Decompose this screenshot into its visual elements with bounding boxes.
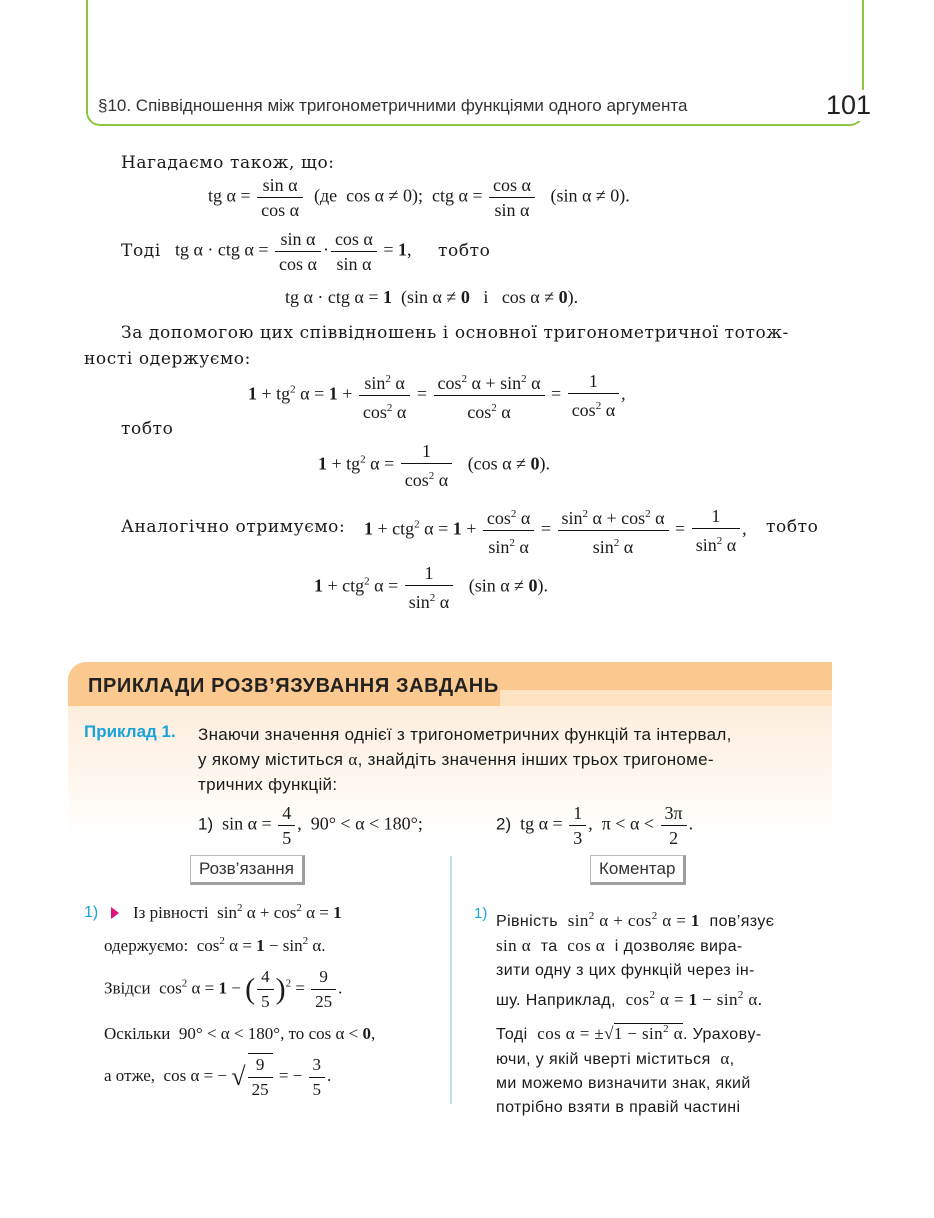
- solution-line2: одержуємо: $\cos^2 \alpha = 1 - \sin^2 \alpha$.: [104, 935, 326, 955]
- example-text: [198, 722, 732, 797]
- section-banner-title: ПРИКЛАДИ РОЗВ’ЯЗУВАННЯ ЗАВДАНЬ: [88, 675, 499, 697]
- that-is-word-2: тобто: [766, 517, 819, 537]
- page-number: 101: [822, 90, 875, 121]
- comment-line8: потрібно взяти в правій частині: [496, 1099, 741, 1116]
- that-is-standalone: тобто: [121, 419, 174, 439]
- comment-text: [496, 904, 822, 1120]
- comment-line6: ючи, у якій чверті міститься α,: [496, 1049, 735, 1068]
- solution-line3: Звідси $\cos^2 \alpha = 1$ − ( $\frac{4}{5}$ )$^2$ = $\frac{9}{25}$ .: [104, 967, 343, 1011]
- comment-line7: ми можемо визначити знак, який: [496, 1075, 751, 1092]
- formula-tg-ctg-product: tg α · ctg α = $\frac{\text{sin α}}{\text{cos α}}$ · $\frac{\text{cos α}}{\text{sin α}}$ = 1,: [175, 229, 412, 274]
- similarly-text: Аналогічно отримуємо:: [121, 517, 346, 537]
- solution-line1: Із рівності $\sin^2 \alpha + \cos^2 \alpha = 1$: [133, 902, 342, 922]
- formula-one-plus-ctg2-derivation: 1 + ctg$^2$ α = 1 + $\frac{\cos^2 \alpha}{\sin^2 \alpha}$ = $\frac{\sin^2 \alpha + \cos^2 \alpha}{\sin^2 \alpha}$ = $\frac{1}{\sin^2 \alpha}$ ,: [364, 503, 747, 558]
- example-text-line2: у якому міститься α, знайдіть значення інших трьох тригономе-: [198, 750, 714, 769]
- formula-one-plus-tg2-derivation: $1 + tg^2$ α = 1 + $\frac{\sin^2 \alpha}{\cos^2 \alpha}$ = $\frac{\cos^2 \alpha + \sin^2 \alpha}{\cos^2 \alpha}$ = $\frac{1}{\cos^2 \alpha}$ ,: [248, 368, 626, 423]
- example-label: Приклад 1.: [84, 722, 176, 741]
- using-text-line2: ності одержуємо:: [84, 349, 251, 369]
- solution-line4: Оскільки 90° < α < 180°, то cos α < 0,: [104, 1024, 376, 1043]
- example-task-2: 2) tg α = $\frac{1}{3}$ , π < α < $\frac{3\pi}{2}$ .: [496, 803, 694, 848]
- comment-label: Коментар: [590, 855, 686, 885]
- formula-one-plus-ctg2: 1 + ctg$^2$ α = $\frac{1}{\sin^2 \alpha}$ (sin α ≠ 0).: [314, 563, 549, 612]
- formula-tg-ctg-identity: tg α · ctg α = 1 (sin α ≠ 0 і cos α ≠ 0).: [285, 287, 579, 307]
- solution-item-number: 1): [84, 904, 99, 921]
- using-text-line1: За допомогою цих співвідношень і основної тригонометричної тотож-: [121, 323, 789, 343]
- comment-line2: sin α та cos α і дозволяє вира-: [496, 936, 743, 955]
- comment-line4: шу. Наприклад, $\cos^2 \alpha = 1 - \sin^2 \alpha$.: [496, 989, 763, 1009]
- arrow-marker-icon: [111, 907, 119, 919]
- section-banner-tail: [500, 690, 832, 706]
- comment-line5: Тоді $\cos \alpha = \pm√1 - \sin^2 \alpha$. Ураховy-: [496, 1023, 762, 1043]
- then-word: Тоді: [121, 241, 161, 261]
- reminder-intro: Нагадаємо також, що:: [121, 153, 335, 173]
- example-text-line3: тричних функцій:: [198, 775, 338, 794]
- that-is-word: тобто: [438, 241, 491, 261]
- comment-line3: зити одну з цих функцій через ін-: [496, 962, 755, 979]
- formula-one-plus-tg2: $1 + tg^2$ α = $\frac{1}{\cos^2 \alpha}$ (cos α ≠ 0).: [318, 441, 550, 490]
- example-text-line1: Знаючи значення однієї з тригонометричних функцій та інтервал,: [198, 725, 732, 744]
- comment-line1: Рівність $\sin^2 \alpha + \cos^2 \alpha = 1$ пов’язує: [496, 910, 775, 930]
- example-task-1: 1) sin α = $\frac{4}{5}$ , 90° < α < 180°;: [198, 803, 423, 848]
- formula-tg-ctg-def: tg α = $\frac{\text{sin α}}{\text{cos α}}$ (де cos α ≠ 0); ctg α = $\frac{\text{cos α}}{\text{sin α}}$ (sin α ≠ 0).: [208, 175, 630, 220]
- column-divider: [450, 856, 452, 1104]
- section-header-title: §10. Співвідношення між тригонометричними функціями одного аргумента: [98, 96, 688, 115]
- comment-item-number: 1): [474, 905, 488, 922]
- solution-line5: а отже, cos α = − √ $\frac{9}{25}$ = − $\frac{3}{5}$ .: [104, 1054, 332, 1099]
- solution-label: Розв’язання: [190, 855, 305, 885]
